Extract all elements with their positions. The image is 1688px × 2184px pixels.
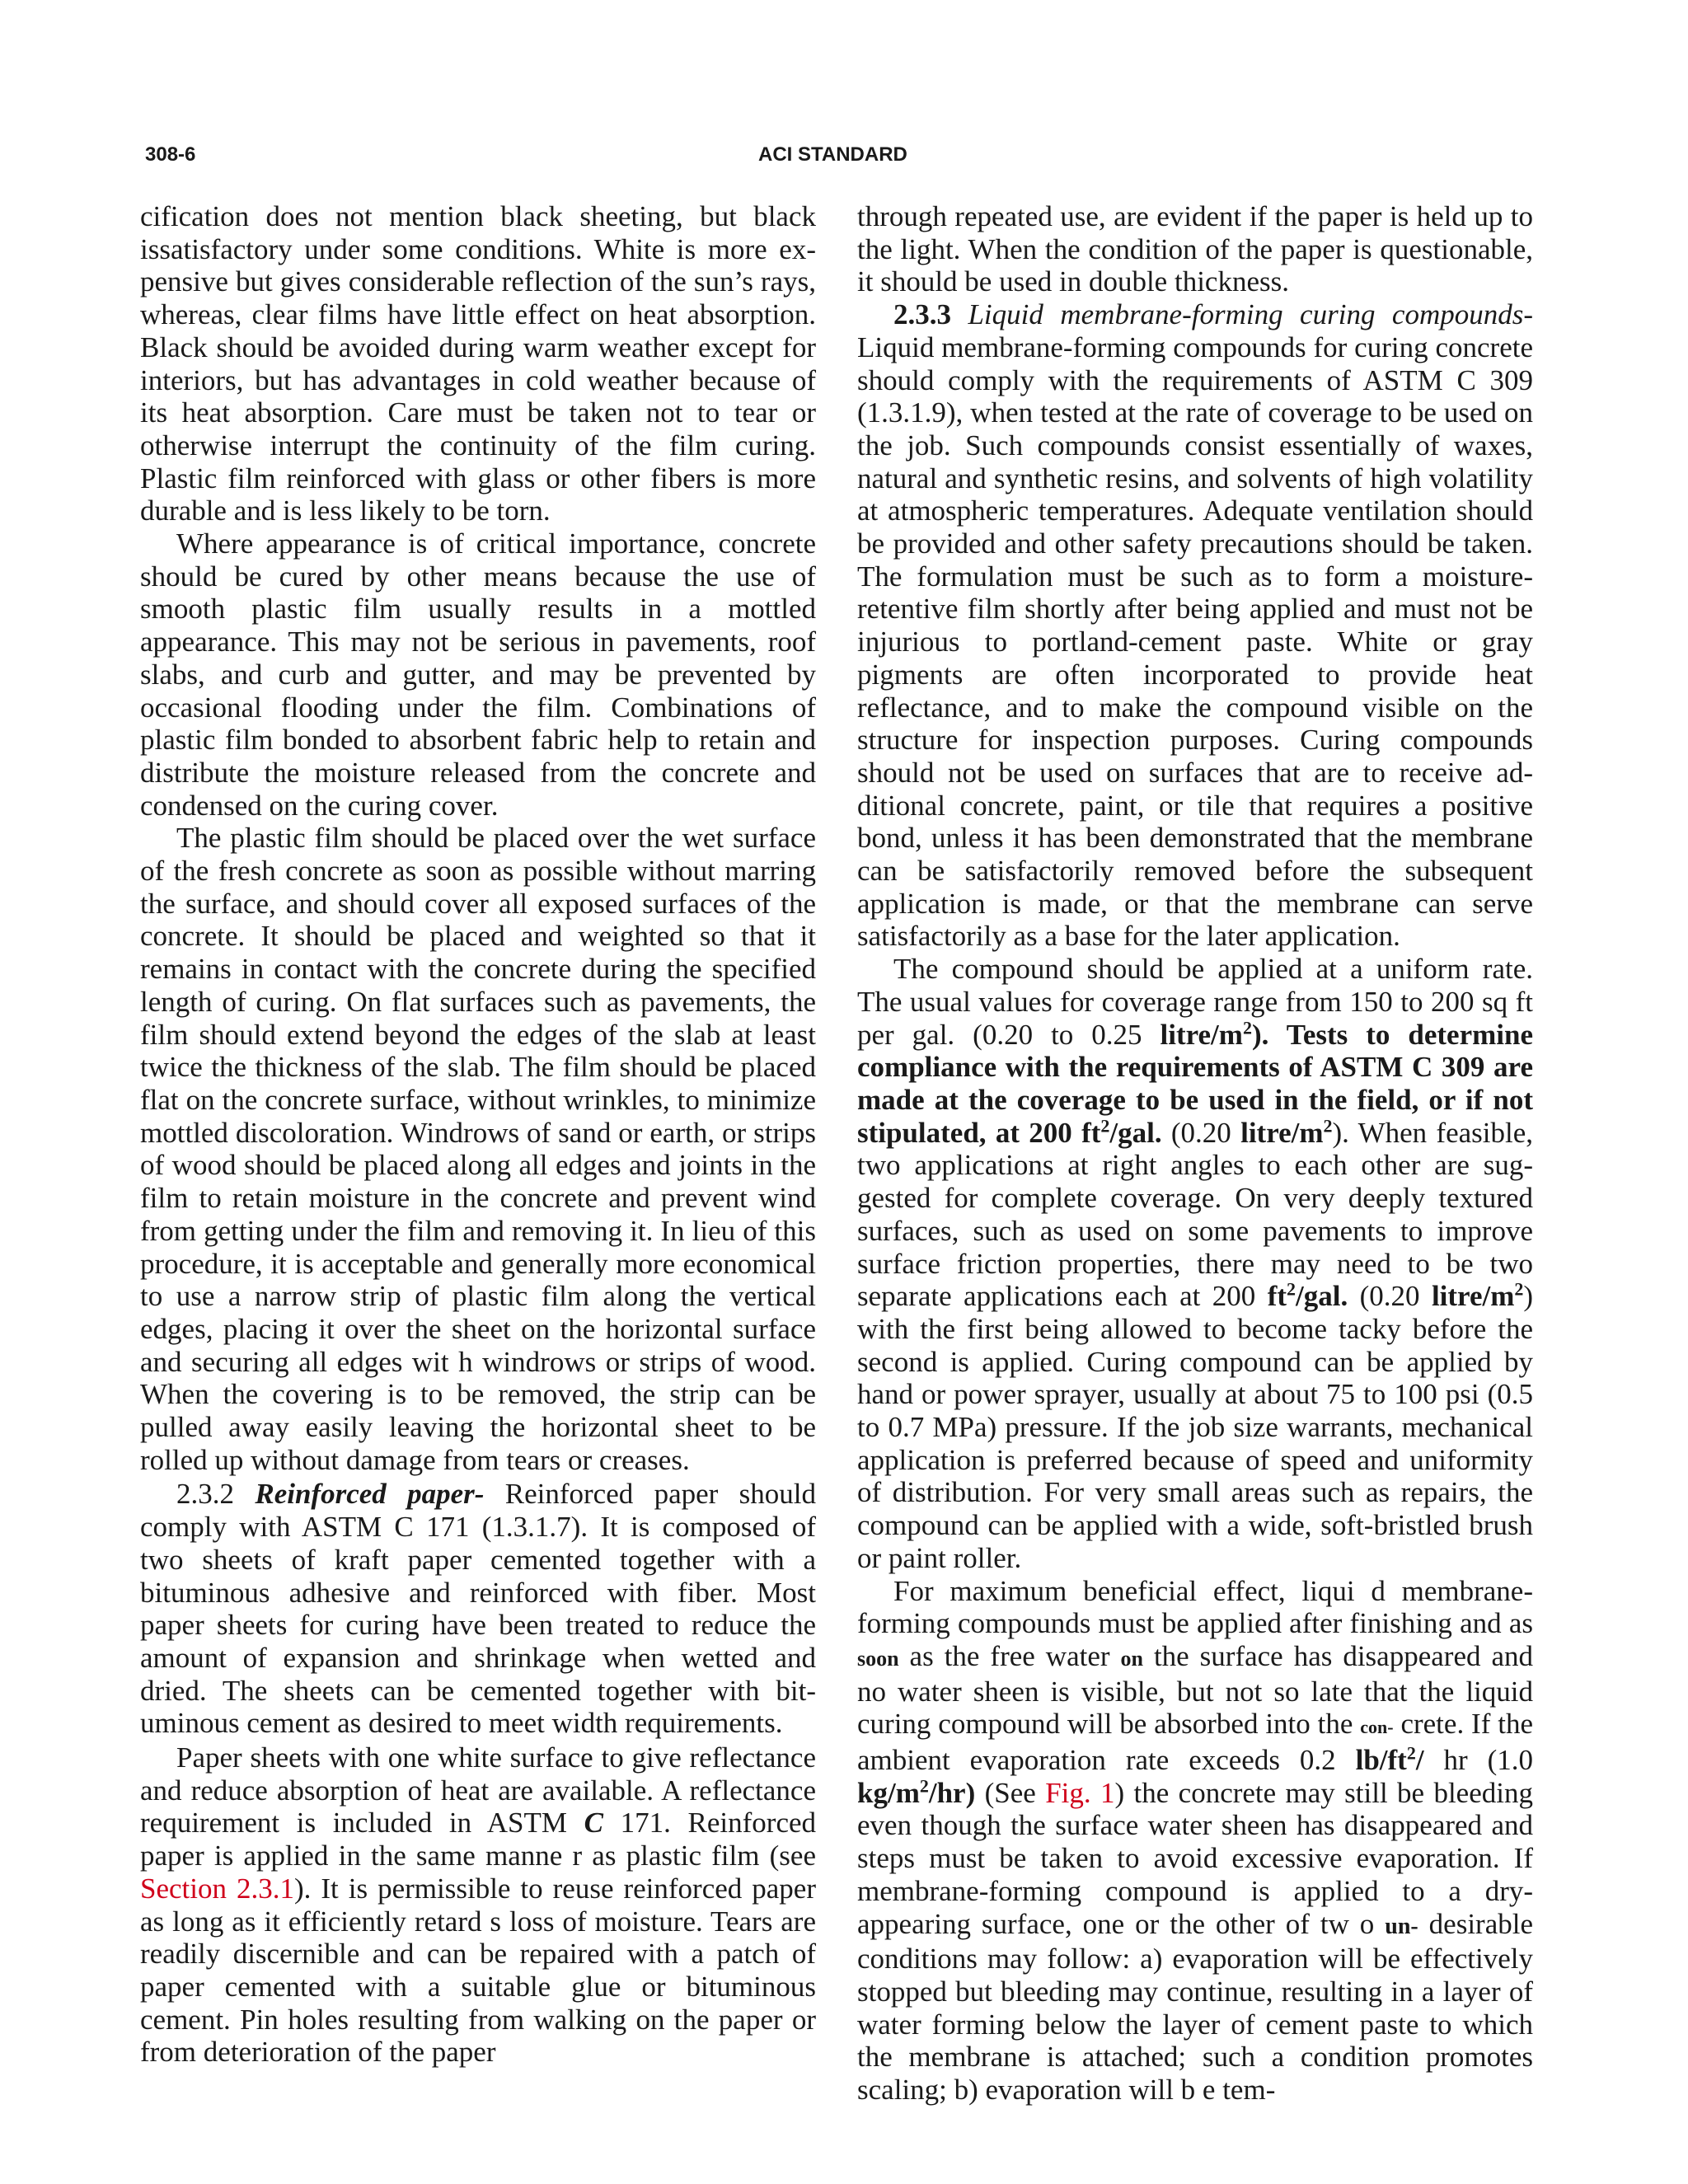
- superscript: 2: [1406, 1742, 1416, 1764]
- text-run: as the free water: [898, 1639, 1121, 1672]
- text-run: ). Tests to determine compliance with the requirements of ASTM C 309 are made at the coverage to be used in the field, or if not stipulated, at 200: [857, 1018, 1533, 1149]
- text-run: (0.20: [1348, 1280, 1432, 1313]
- text-run: ) with the first being allowed to become tacky before the second is applied. Curing compound can be applied by hand or power sprayer, usually at about 75 to 100 psi (0.5 to 0.7 MPa) pressure. If the job size warrants, mechanical application is preferred because of speed and uniformity of distribution. For very small areas such as repairs, the compound can be applied with a wide, soft-bristled brush or paint roller.: [857, 1280, 1534, 1574]
- text-run: soon: [857, 1646, 899, 1671]
- text-run: (See: [975, 1776, 1046, 1809]
- running-title: ACI STANDARD: [758, 143, 907, 166]
- section-body: Reinforced paper should comply with ASTM C 171 (1.3.1.7). It is composed of two sheets of kraft paper cemented together with a bituminous adhesive and reinforced with fiber. Most paper sheets for curing have been treated to reduce the amount of expansion and shrinkage when wetted and dried. The sheets can be cemented together with bituminous cement as desired to meet width requirements.: [140, 1478, 816, 1740]
- section-heading: Reinforced paper-: [255, 1478, 485, 1511]
- text-run: the surface has disappeared and no water sheen is visible, but not so late that the liquid curing compound will be absorbed into the: [857, 1639, 1533, 1741]
- paragraph: [857, 953, 1533, 1574]
- unit: litre/m: [1160, 1018, 1243, 1051]
- paragraph: Where appearance is of critical importance, concrete should be cured by other means because the use of smooth plastic film usually results in a mottled appearance. This may not be serious in pavements, roof slabs, and curb and gutter, and may be prevented by occasional flooding under the film. Combinations of plastic film bonded to absorbent fabric help to retain and distribute the moisture released from the concrete and condensed on the curing cover.: [140, 527, 816, 822]
- unit: kg/m: [857, 1776, 920, 1809]
- section-number: 2.3.3: [893, 298, 951, 331]
- section-link[interactable]: Section 2.3.1: [140, 1872, 294, 1905]
- unit: ft: [1267, 1280, 1287, 1313]
- text-run: on: [1120, 1646, 1143, 1671]
- superscript: 2: [919, 1775, 929, 1797]
- section-body: Liquid membrane-forming compounds for curing concrete should comply with the requirements of ASTM C 309 (1.3.1.9), when tested at the rate of coverage to be used on the job. Such compounds consist essentially of waxes, natural and synthetic resins, and solvents of high volatility at atmospheric temperatures. Adequate ventilation should be provided and other safety precautions should be taken. The formulation must be such as to form a moisture-retentive film shortly after being applied and must not be injurious to portland-cement paste. White or gray pigments are often incorporated to provide heat reflectance, and to make the compound visible on the structure for inspection purposes. Curing compounds should not be used on surfaces that are to receive additional concrete, paint, or tile that requires a positive bond, unless it has been demonstrated that the membrane can be satisfactorily removed before the subsequent application is made, or that the membrane can serve satisfactorily as a base for the later application.: [857, 330, 1533, 953]
- text-run: ). It is permissible to reuse reinforced paper as long as it efficiently retard s loss of moisture. Tears are readily discernible and can be repaired with a patch of paper cemented with a suitable glue or bituminous cement. Pin holes resulting from walking on the paper or from deterioration of the paper: [140, 1872, 816, 2069]
- section-2-3-3: [857, 298, 1533, 953]
- paragraph: The plastic film should be placed over the wet surface of the fresh concrete as soon as possible without marring the surface, and should cover all exposed surfaces of the concrete. It should be placed and weighted so that it remains in contact with the concrete during the specified length of curing. On flat surfaces such as pavements, the film should extend beyond the edges of the slab at least twice the thickness of the slab. The film should be placed flat on the concrete surface, without wrinkles, to minimize mottled discoloration. Windrows of sand or earth, or strips of wood should be placed along all edges and joints in the film to retain moisture in the concrete and prevent wind from getting under the film and removing it. In lieu of this procedure, it is acceptable and generally more economical to use a narrow strip of plastic film along the vertical edges, placing it over the sheet on the horizontal surface and securing all edges wit h windrows or strips of wood. When the covering is to be removed, the strip can be pulled away easily leaving the horizontal sheet to be rolled up without damage from tears or creases.: [140, 822, 816, 1476]
- text-run: The compound should be applied at a uniform rate. The usual values for coverage range from 150 to 200 sq ft per gal. (0.20 to 0.25: [857, 953, 1533, 1051]
- text-run: ). When feasible, two applications at right angles to each other are suggested for complete coverage. On very deeply textured surfaces, such as used on some pavements to improve surface friction properties, there may need to be two separate applications each at 200: [857, 1116, 1534, 1313]
- text-run: (0.20: [1161, 1116, 1241, 1149]
- text-run: un-: [1385, 1913, 1418, 1939]
- text-run: ) the concrete may still be bleeding even though the surface water sheen has disappeared and steps must be taken to avoid excessive evaporation. If membrane-forming compound is applied to a dry-appearing surface, one or the other of tw o: [857, 1776, 1533, 1940]
- unit: /hr): [928, 1776, 976, 1809]
- text-run: con-: [1360, 1717, 1394, 1738]
- section-2-3-2: [140, 1478, 816, 1740]
- unit: ft: [1081, 1116, 1101, 1149]
- right-column: [857, 200, 1533, 2107]
- superscript: 2: [1242, 1016, 1252, 1038]
- page-header: [138, 138, 931, 171]
- unit: /gal.: [1109, 1116, 1162, 1149]
- text-run: desirable conditions may follow: a) evaporation will be effectively stopped but bleeding may continue, resulting in a layer of water forming below the layer of cement paste to which the membrane is attached; such a condition promotes scaling; b) evaporation will b e tem-: [857, 1907, 1534, 2107]
- unit: lb/ft: [1355, 1744, 1407, 1777]
- unit: litre/m: [1240, 1116, 1324, 1149]
- section-number: 2.3.2: [176, 1478, 234, 1511]
- unit: litre/m: [1431, 1280, 1515, 1313]
- text-run: crete. If the ambient evaporation rate exceeds 0.2: [857, 1708, 1533, 1777]
- paragraph: [140, 1741, 816, 2069]
- superscript: 2: [1100, 1115, 1110, 1137]
- superscript: 2: [1323, 1115, 1333, 1137]
- paragraph: through repeated use, are evident if the paper is held up to the light. When the condition of the paper is questionable, it should be used in double thickness.: [857, 200, 1533, 298]
- paragraph: cification does not mention black sheeting, but black issatisfactory under some conditions. White is more expensive but gives considerable reflection of the sun’s rays, whereas, clear films have little effect on heat absorption. Black should be avoided during warm weather except for interiors, but has advantages in cold weather because of its heat absorption. Care must be taken not to tear or otherwise interrupt the continuity of the film curing. Plastic film reinforced with glass or other fibers is more durable and is less likely to be torn.: [140, 200, 816, 527]
- unit: /: [1415, 1744, 1424, 1777]
- text-run: For maximum beneficial effect, liqui d membraneforming compounds must be applied after finishing and as: [857, 1574, 1533, 1640]
- superscript: 2: [1514, 1278, 1524, 1300]
- left-column: [140, 200, 816, 2069]
- figure-link[interactable]: Fig. 1: [1045, 1776, 1115, 1809]
- text-run: Paper sheets with one white surface to give reflectance and reduce absorption of heat are available. A reflectance requirement is included in ASTM: [140, 1741, 816, 1840]
- text-run: hr (1.0: [1423, 1744, 1533, 1777]
- superscript: 2: [1287, 1278, 1296, 1300]
- section-heading: Liquid membrane-forming curing compounds-: [951, 298, 1533, 331]
- page-number: 308-6: [145, 143, 196, 166]
- unit: /gal.: [1296, 1280, 1348, 1313]
- paragraph: [857, 1575, 1533, 2107]
- text-run: 171. Reinforced paper is applied in the same manne r as plastic film (see: [140, 1807, 817, 1872]
- text-run: C: [584, 1807, 604, 1840]
